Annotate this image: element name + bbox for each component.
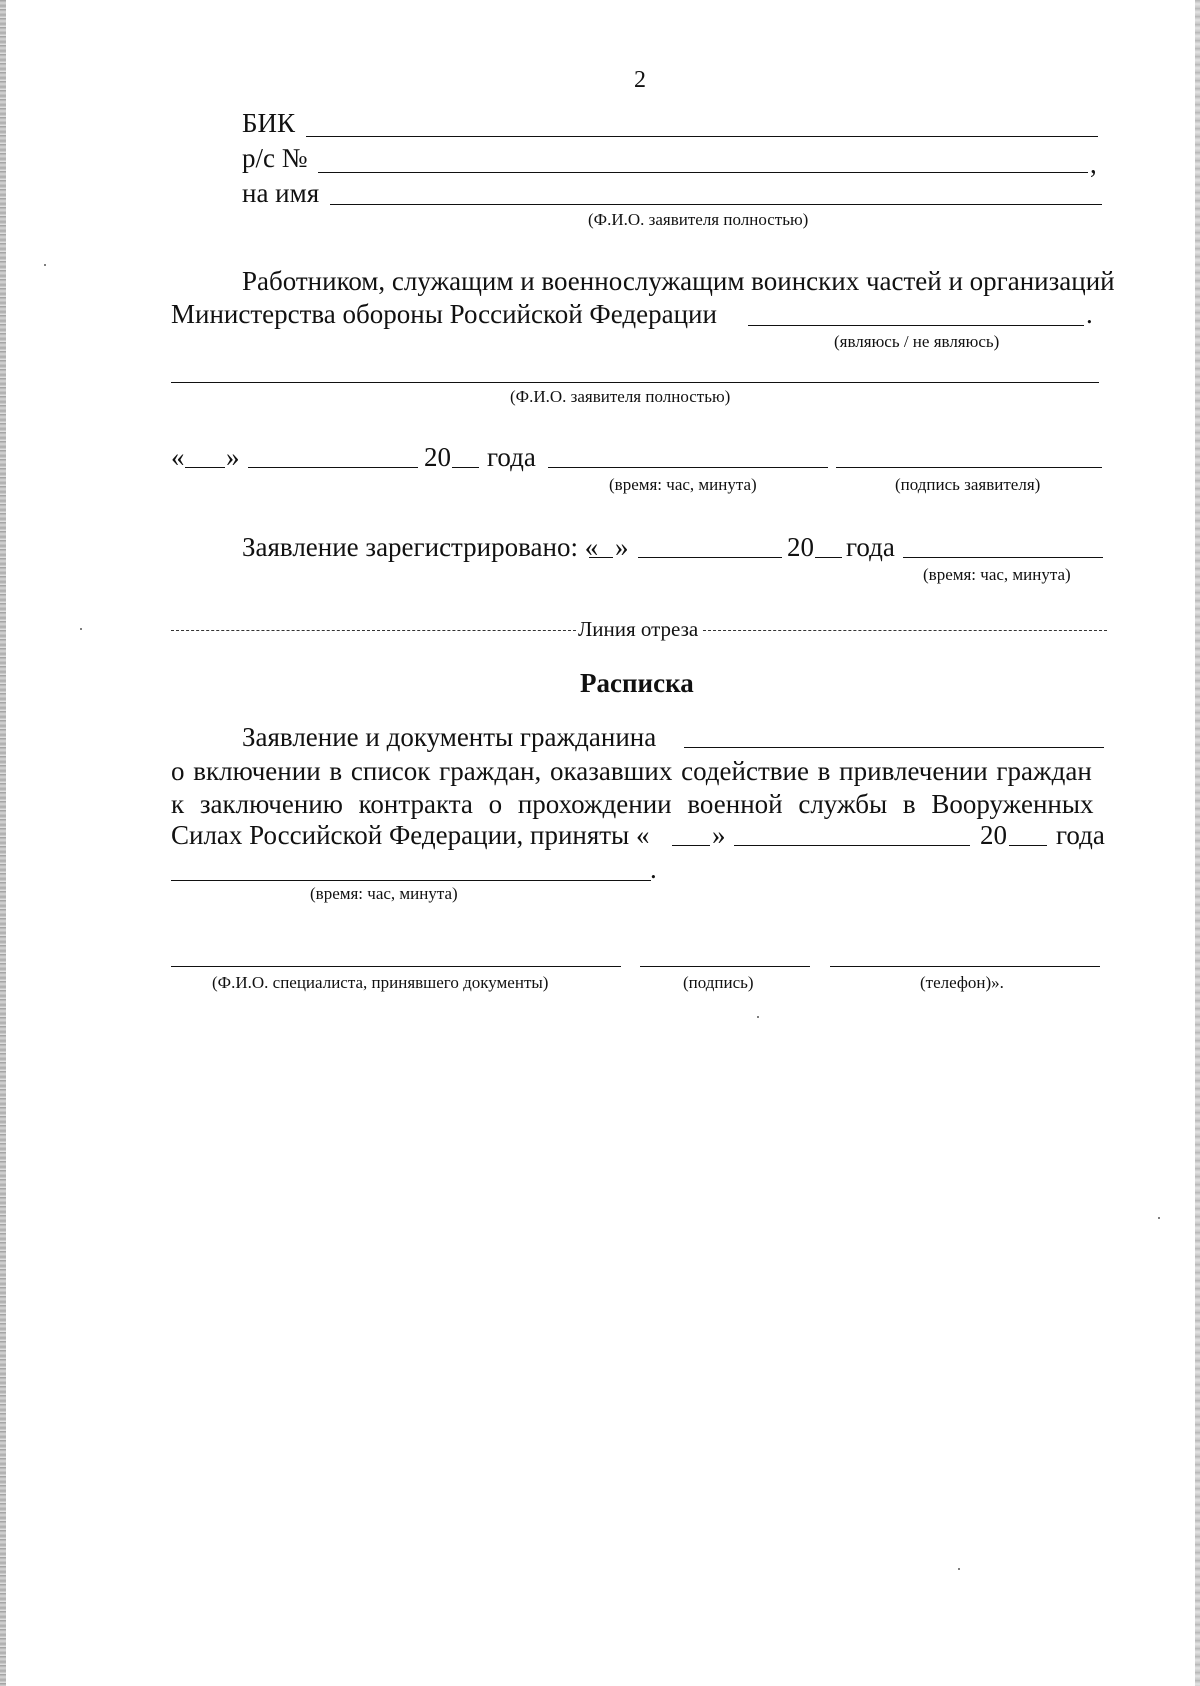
registration-month-field-line[interactable] [638, 557, 782, 558]
date-close-quote: » [226, 442, 240, 472]
registration-label: Заявление зарегистрировано: « [242, 532, 599, 562]
receipt-close-quote: » [712, 820, 726, 850]
receipt-specialist-caption: (Ф.И.О. специалиста, принявшего документы) [212, 973, 549, 992]
date-time-field-line[interactable] [548, 467, 828, 468]
receipt-time-end: . [650, 854, 657, 884]
date-year-field-line[interactable] [452, 467, 479, 468]
scan-speck [1158, 1217, 1160, 1219]
employee-fio-caption: (Ф.И.О. заявителя полностью) [510, 387, 731, 406]
employee-line-2: Министерства обороны Российской Федерации [171, 299, 717, 329]
date-open-quote: « [171, 442, 185, 472]
scan-speck [80, 628, 82, 630]
scan-speck [958, 1568, 960, 1570]
receipt-specialist-field-line[interactable] [171, 966, 621, 967]
receipt-year-field-line[interactable] [1009, 845, 1047, 846]
receipt-line-3: к заключению контракта о прохождении военной службы в Вооруженных [171, 789, 1094, 819]
cut-line-label: Линия отреза [578, 617, 699, 641]
registration-time-caption: (время: час, минута) [923, 565, 1071, 584]
scan-edge-right [1195, 0, 1200, 1686]
registration-close-quote: » [615, 532, 629, 562]
scan-speck [44, 264, 46, 266]
registration-year-field-line[interactable] [815, 557, 842, 558]
receipt-phone-field-line[interactable] [830, 966, 1100, 967]
receipt-year-word: года [1056, 820, 1105, 850]
account-label: р/с № [242, 143, 308, 173]
account-comma: , [1090, 149, 1097, 179]
date-year-word: года [487, 442, 536, 472]
cut-line-right [703, 630, 1107, 631]
page-number: 2 [634, 67, 646, 93]
receipt-year-prefix: 20 [980, 820, 1007, 850]
receipt-line-2: о включении в список граждан, оказавших содействие в привлечении граждан [171, 756, 1092, 786]
receipt-line-1: Заявление и документы гражданина [242, 722, 657, 752]
receipt-line-4-start: Силах Российской Федерации, приняты « [171, 820, 650, 850]
employee-status-field-line[interactable] [748, 325, 1084, 326]
receipt-signature-field-line[interactable] [640, 966, 810, 967]
employee-status-caption: (являюсь / не являюсь) [834, 332, 1000, 351]
registration-time-field-line[interactable] [903, 557, 1103, 558]
scan-speck [757, 1016, 759, 1018]
receipt-day-field-line[interactable] [672, 845, 710, 846]
name-field-line[interactable] [330, 204, 1102, 205]
receipt-phone-caption: (телефон)». [920, 973, 1004, 992]
receipt-month-field-line[interactable] [734, 845, 970, 846]
bik-label: БИК [242, 108, 296, 138]
employee-line-2-end: . [1086, 299, 1093, 329]
registration-year-word: года [846, 532, 895, 562]
receipt-signature-caption: (подпись) [683, 973, 754, 992]
name-caption: (Ф.И.О. заявителя полностью) [588, 210, 809, 229]
date-time-caption: (время: час, минута) [609, 475, 757, 494]
date-signature-field-line[interactable] [836, 467, 1102, 468]
date-year-prefix: 20 [424, 442, 451, 472]
bik-field-line[interactable] [306, 136, 1098, 137]
receipt-title: Расписка [580, 668, 694, 698]
scan-edge-left [0, 0, 6, 1686]
receipt-time-caption: (время: час, минута) [310, 884, 458, 903]
name-label: на имя [242, 178, 320, 208]
receipt-citizen-field-line[interactable] [684, 747, 1104, 748]
receipt-time-field-line[interactable] [171, 880, 651, 881]
account-field-line[interactable] [318, 172, 1088, 173]
employee-line-1: Работником, служащим и военнослужащим воинских частей и организаций [242, 266, 1115, 296]
date-signature-caption: (подпись заявителя) [895, 475, 1041, 494]
registration-year-prefix: 20 [787, 532, 814, 562]
date-day-field-line[interactable] [185, 467, 225, 468]
registration-day-field-line[interactable] [589, 557, 613, 558]
employee-fio-field-line[interactable] [171, 382, 1099, 383]
date-month-field-line[interactable] [248, 467, 418, 468]
cut-line-left [171, 630, 576, 631]
